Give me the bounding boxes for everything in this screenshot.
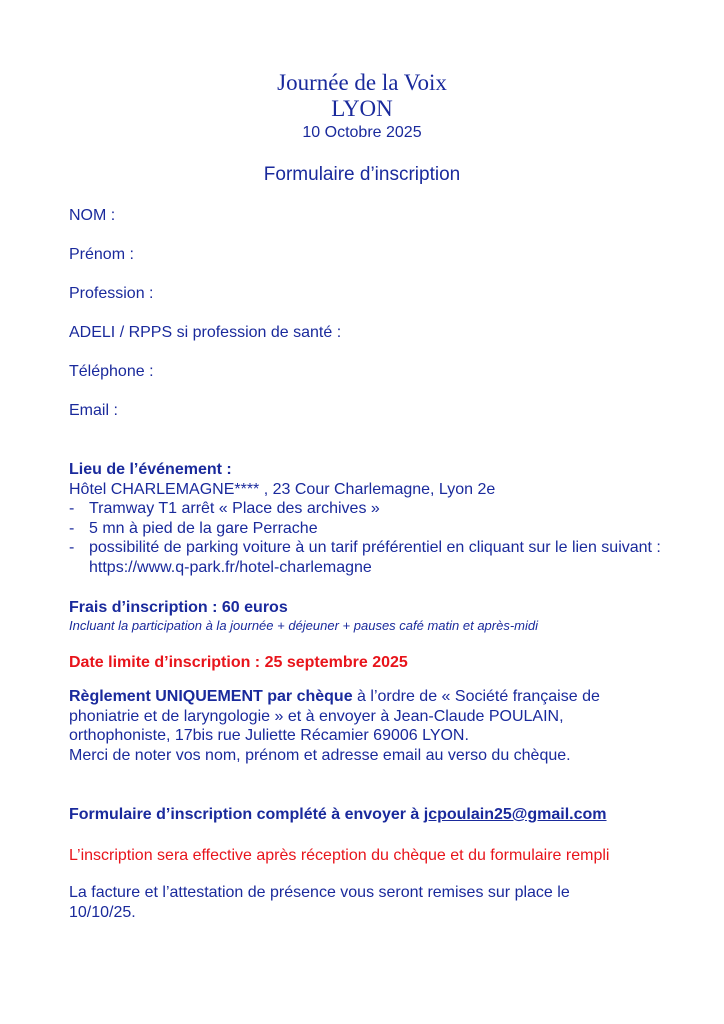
fees-heading: Frais d’inscription : 60 euros [69, 599, 288, 616]
confirmation-text: L’inscription sera effective après réception du chèque et du formulaire rempli [69, 847, 610, 864]
contact-email-link[interactable]: jcpoulain25@gmail.com [423, 806, 607, 823]
payment-method: Règlement UNIQUEMENT par chèque [69, 688, 353, 705]
field-prenom-label: Prénom : [69, 246, 134, 263]
field-profession-label: Profession : [69, 285, 154, 302]
payment-details: à l’ordre de « Société française de phoniatrie et de laryngologie » et à envoyer à Jean-Claude POULAIN, orthophoniste, 17bis rue Juliette Récamier 69006 LYON. [69, 688, 600, 744]
payment-note: Merci de noter vos nom, prénom et adresse email au verso du chèque. [69, 746, 571, 764]
invoice-text: La facture et l’attestation de présence vous seront remises sur place le 10/10/25. [69, 884, 570, 921]
event-title: Journée de la Voix [277, 70, 447, 95]
deadline-text: Date limite d’inscription : 25 septembre 2025 [69, 654, 408, 671]
event-city: LYON [331, 96, 393, 121]
field-email-label: Email : [69, 402, 118, 419]
dash-bullet-icon: - [69, 539, 75, 556]
field-adeli-rpps-label: ADELI / RPPS si profession de santé : [69, 324, 342, 341]
event-date: 10 Octobre 2025 [302, 124, 422, 141]
list-item: - Tramway T1 arrêt « Place des archives » [69, 500, 380, 517]
venue-heading: Lieu de l’événement : [69, 461, 232, 478]
fees-note: Incluant la participation à la journée + déjeuner + pauses café matin et après-midi [69, 617, 539, 633]
venue-access-list [69, 499, 669, 577]
dash-bullet-icon: - [69, 519, 75, 537]
dash-bullet-icon: - [69, 500, 75, 517]
form-title: Formulaire d’inscription [263, 164, 461, 185]
list-item: - 5 mn à pied de la gare Perrache [69, 519, 318, 537]
submit-text: Formulaire d’inscription complété à envoyer à [69, 806, 424, 823]
field-nom-label: NOM : [69, 207, 116, 224]
parking-link-text[interactable]: possibilité de parking voiture à un tarif préférentiel en cliquant sur le lien suivant : https://www.q-park.fr/hotel-charlemagne [89, 539, 661, 576]
submit-section [69, 805, 669, 825]
list-item[interactable] [69, 538, 669, 577]
payment-instructions [69, 687, 669, 746]
field-telephone-label: Téléphone : [69, 363, 154, 380]
venue-address: Hôtel CHARLEMAGNE**** , 23 Cour Charlemagne, Lyon 2e [69, 480, 496, 498]
payment-section [69, 687, 669, 765]
fees-section [69, 598, 669, 634]
venue-section [69, 460, 669, 577]
